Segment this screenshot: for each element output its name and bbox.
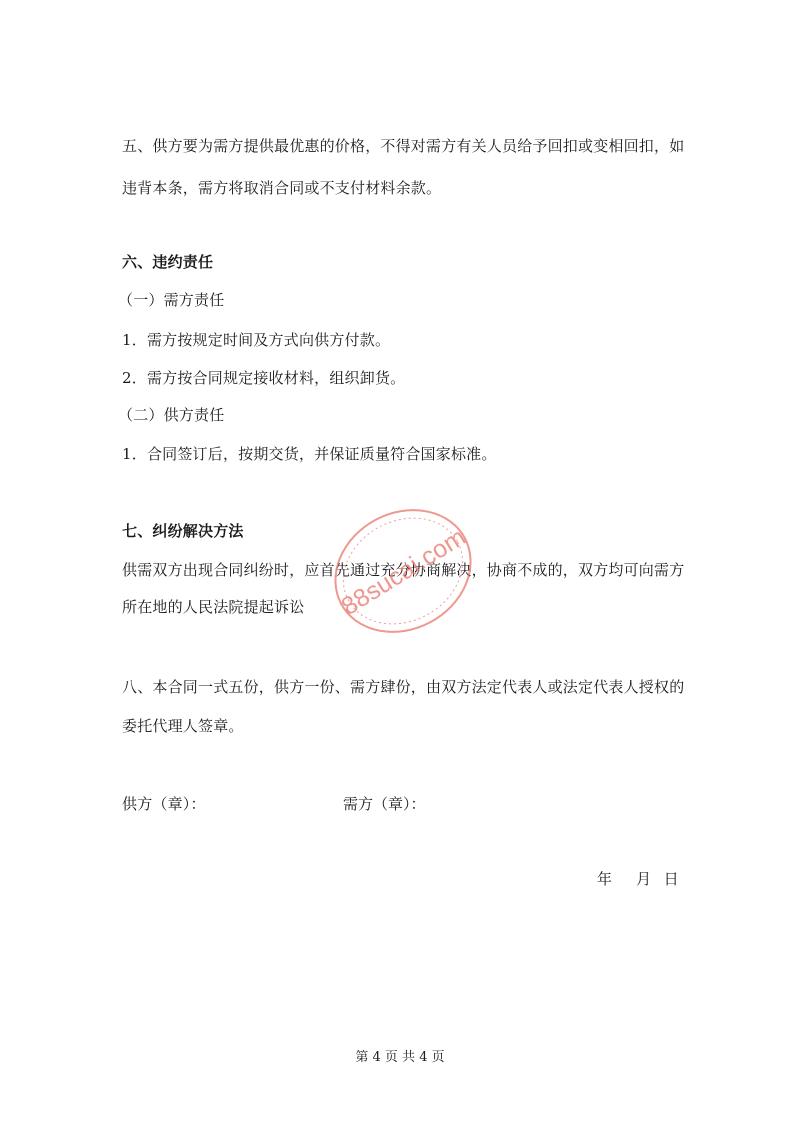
section-6-item-1: 1．需方按规定时间及方式向供方付款。 [122,331,391,349]
page-footer: 第 4 页 共 4 页 [355,1050,445,1065]
supplier-signature-label: 供方（章）： [122,795,206,813]
watermark-text: 88sucai.com [336,522,471,621]
section-7-line-2: 所在地的人民法院提起诉讼 [122,598,305,616]
section-7-heading: 七、纠纷解决方法 [122,522,244,540]
section-6-subheading-1: （一）需方责任 [118,291,225,309]
section-6-heading: 六、违约责任 [122,253,214,271]
section-6-item-2: 2．需方按合同规定接收材料，组织卸货。 [122,369,406,387]
clause-5-line-2: 违背本条，需方将取消合同或不支付材料余款。 [122,179,442,197]
section-7-line-1: 供需双方出现合同纠纷时，应首先通过充分协商解决，协商不成的，双方均可向需方 [122,561,685,579]
date-line: 年 月 日 [597,870,680,888]
buyer-signature-label: 需方（章）： [343,795,426,813]
clause-5-line-1: 五、供方要为需方提供最优惠的价格，不得对需方有关人员给予回扣或变相回扣，如 [122,137,685,155]
clause-8-line-2: 委托代理人签章。 [122,717,244,735]
section-6-item-3: 1．合同签订后，按期交货，并保证质量符合国家标准。 [122,445,497,463]
section-6-subheading-2: （二）供方责任 [118,406,225,424]
clause-8-line-1: 八、本合同一式五份，供方一份、需方肆份，由双方法定代表人或法定代表人授权的 [122,678,685,696]
